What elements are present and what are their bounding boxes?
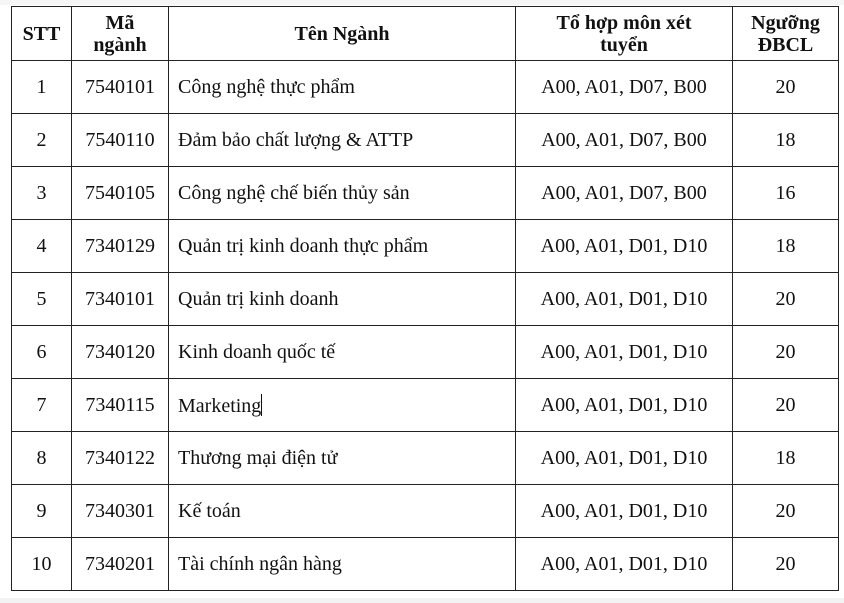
- table-row: [12, 538, 839, 591]
- cell-name[interactable]: Quản trị kinh doanh thực phẩm: [169, 220, 516, 273]
- cell-combo[interactable]: A00, A01, D01, D10: [516, 432, 733, 485]
- cell-combo[interactable]: A00, A01, D07, B00: [516, 167, 733, 220]
- header-stt: [12, 7, 72, 61]
- header-code: [72, 7, 169, 61]
- cell-code[interactable]: 7340115: [72, 379, 169, 432]
- cell-combo[interactable]: A00, A01, D01, D10: [516, 379, 733, 432]
- cell-combo[interactable]: A00, A01, D01, D10: [516, 538, 733, 591]
- cell-code[interactable]: 7540105: [72, 167, 169, 220]
- cell-stt[interactable]: 9: [12, 485, 72, 538]
- cell-stt[interactable]: 3: [12, 167, 72, 220]
- cell-threshold[interactable]: 20: [733, 273, 839, 326]
- cell-stt[interactable]: 7: [12, 379, 72, 432]
- header-threshold-line2: ĐBCL: [757, 33, 814, 56]
- cell-threshold[interactable]: 20: [733, 379, 839, 432]
- cell-threshold[interactable]: 16: [733, 167, 839, 220]
- cell-code[interactable]: 7340129: [72, 220, 169, 273]
- cell-name[interactable]: Đảm bảo chất lượng & ATTP: [169, 114, 516, 167]
- cell-stt[interactable]: 8: [12, 432, 72, 485]
- cell-threshold[interactable]: 20: [733, 538, 839, 591]
- cell-stt[interactable]: 2: [12, 114, 72, 167]
- cell-code[interactable]: 7540101: [72, 61, 169, 114]
- header-code-line2: ngành: [93, 33, 147, 56]
- cell-stt[interactable]: 10: [12, 538, 72, 591]
- table-row: [12, 220, 839, 273]
- cell-threshold[interactable]: 18: [733, 432, 839, 485]
- cell-threshold[interactable]: 20: [733, 485, 839, 538]
- bottom-margin: [0, 598, 844, 603]
- cell-threshold[interactable]: 20: [733, 61, 839, 114]
- admission-majors-table: [11, 6, 839, 591]
- header-combo: [516, 7, 733, 61]
- cell-combo[interactable]: A00, A01, D01, D10: [516, 220, 733, 273]
- table-row: [12, 432, 839, 485]
- cell-combo[interactable]: A00, A01, D01, D10: [516, 485, 733, 538]
- table-row: [12, 379, 839, 432]
- cell-name[interactable]: Quản trị kinh doanh: [169, 273, 516, 326]
- cell-code[interactable]: 7340122: [72, 432, 169, 485]
- cell-combo[interactable]: A00, A01, D07, B00: [516, 114, 733, 167]
- cell-name[interactable]: Kế toán: [169, 485, 516, 538]
- header-name: [169, 7, 516, 61]
- cell-stt[interactable]: 6: [12, 326, 72, 379]
- table-row: [12, 61, 839, 114]
- cell-combo[interactable]: A00, A01, D01, D10: [516, 326, 733, 379]
- table-row: [12, 485, 839, 538]
- cell-stt[interactable]: 5: [12, 273, 72, 326]
- header-code-line1: Mã: [105, 11, 135, 34]
- cell-threshold[interactable]: 20: [733, 326, 839, 379]
- table-row: [12, 167, 839, 220]
- cell-name[interactable]: Tài chính ngân hàng: [169, 538, 516, 591]
- cell-name[interactable]: Công nghệ thực phẩm: [169, 61, 516, 114]
- header-combo-line2: tuyển: [600, 33, 648, 56]
- header-threshold: [733, 7, 839, 61]
- header-threshold-line1: Ngưỡng: [751, 11, 820, 34]
- top-margin: [0, 0, 844, 5]
- cell-code[interactable]: 7340120: [72, 326, 169, 379]
- cell-threshold[interactable]: 18: [733, 114, 839, 167]
- cell-combo[interactable]: A00, A01, D07, B00: [516, 61, 733, 114]
- table-header-row: [12, 7, 839, 61]
- cell-code[interactable]: 7340301: [72, 485, 169, 538]
- text-cursor: [261, 394, 262, 416]
- cell-name[interactable]: Thương mại điện tử: [169, 432, 516, 485]
- cell-name[interactable]: [169, 379, 516, 432]
- cell-name[interactable]: Kinh doanh quốc tế: [169, 326, 516, 379]
- table-row: [12, 114, 839, 167]
- header-stt-label: STT: [22, 22, 61, 45]
- cell-code[interactable]: 7340101: [72, 273, 169, 326]
- cell-stt[interactable]: 4: [12, 220, 72, 273]
- cell-name-text: Marketing: [178, 394, 262, 417]
- cell-name[interactable]: Công nghệ chế biến thủy sản: [169, 167, 516, 220]
- header-name-label: Tên Ngành: [294, 22, 390, 45]
- table-row: [12, 326, 839, 379]
- header-combo-line1: Tổ hợp môn xét: [556, 11, 692, 34]
- cell-combo[interactable]: A00, A01, D01, D10: [516, 273, 733, 326]
- table-row: [12, 273, 839, 326]
- cell-code[interactable]: 7540110: [72, 114, 169, 167]
- cell-threshold[interactable]: 18: [733, 220, 839, 273]
- cell-code[interactable]: 7340201: [72, 538, 169, 591]
- cell-stt[interactable]: 1: [12, 61, 72, 114]
